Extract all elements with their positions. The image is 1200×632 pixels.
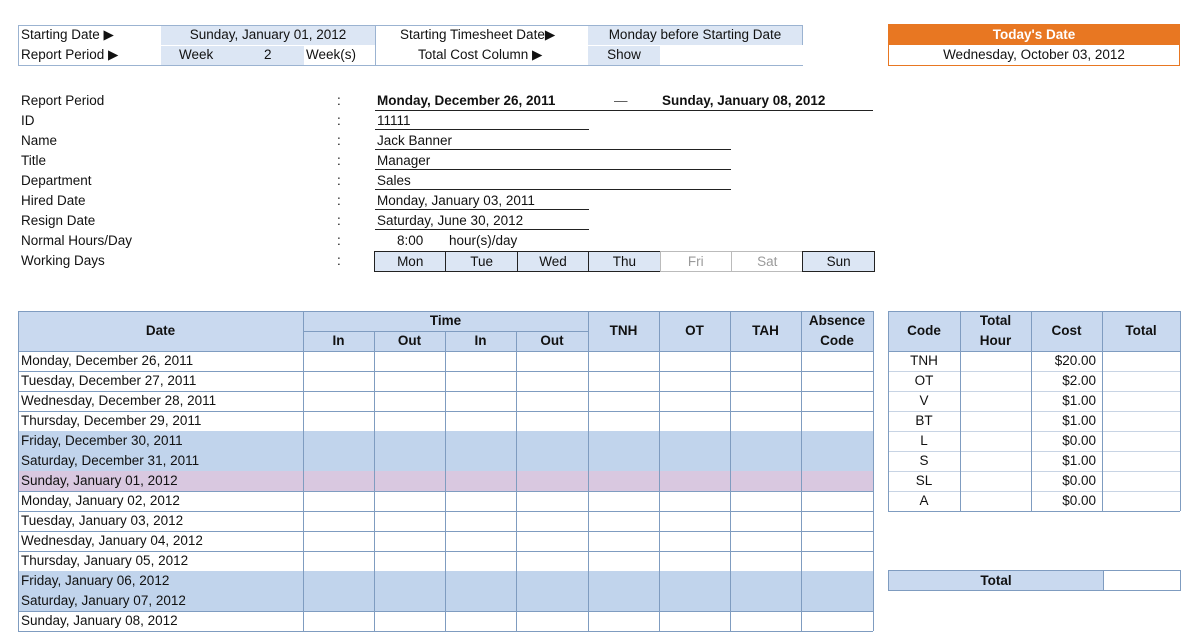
table-row	[888, 391, 1180, 411]
name-field[interactable]: Jack Banner	[375, 131, 731, 150]
col-divider	[516, 331, 517, 631]
info-working-days-label: Working Days	[21, 253, 105, 268]
cost-total-cell[interactable]	[1103, 392, 1179, 410]
row-entry-cell[interactable]	[660, 572, 730, 590]
total-cost-label: Total Cost Column ▶	[418, 47, 543, 62]
starting-timesheet-field[interactable]: Monday before Starting Date	[588, 26, 802, 45]
col-divider	[303, 311, 304, 631]
row-entry-cell[interactable]	[517, 452, 588, 470]
report-period-range	[375, 91, 873, 111]
row-entry-cell[interactable]	[731, 512, 801, 530]
table-row	[888, 431, 1180, 451]
row-entry-cell[interactable]	[589, 372, 659, 390]
row-entry-cell[interactable]	[802, 432, 873, 450]
row-entry-cell[interactable]	[517, 552, 588, 570]
row-entry-cell[interactable]	[446, 572, 516, 590]
row-entry-cell[interactable]	[731, 412, 801, 430]
col-divider	[445, 331, 446, 631]
info-title-label: Title	[21, 153, 47, 168]
row-entry-cell[interactable]	[802, 592, 873, 610]
colon: :	[337, 233, 341, 248]
col-divider	[1031, 311, 1032, 511]
row-entry-cell[interactable]	[304, 432, 374, 450]
cost-code: L	[920, 433, 928, 448]
report-period-dash: —	[614, 93, 628, 108]
row-entry-cell[interactable]	[375, 592, 445, 610]
row-entry-cell[interactable]	[446, 392, 516, 410]
col-divider	[588, 311, 589, 631]
table-left-border	[18, 311, 19, 631]
table-top-border	[888, 311, 1180, 312]
row-entry-cell[interactable]	[375, 572, 445, 590]
table-row	[888, 351, 1180, 371]
timesheet-table	[18, 311, 874, 630]
row-entry-cell[interactable]	[517, 592, 588, 610]
row-entry-cell[interactable]	[375, 532, 445, 550]
hired-date-field[interactable]: Monday, January 03, 2011	[375, 191, 589, 210]
cost-value: $1.00	[1062, 453, 1096, 468]
cost-value: $20.00	[1054, 353, 1096, 368]
starting-date-label: Starting Date ▶	[21, 27, 114, 42]
row-entry-cell[interactable]	[802, 352, 873, 370]
cost-total-hour-cell[interactable]	[961, 392, 1030, 410]
header-in-2: In	[474, 333, 487, 348]
row-entry-cell[interactable]	[446, 352, 516, 370]
row-entry-cell[interactable]	[304, 352, 374, 370]
row-date: Wednesday, December 28, 2011	[21, 393, 217, 408]
row-date: Sunday, January 01, 2012	[21, 473, 178, 488]
colon: :	[337, 173, 341, 188]
starting-date-field[interactable]: Sunday, January 01, 2012	[161, 26, 375, 45]
row-date: Tuesday, January 03, 2012	[21, 513, 184, 528]
cost-code: OT	[914, 373, 934, 388]
cost-code: S	[919, 453, 929, 468]
row-entry-cell[interactable]	[589, 572, 659, 590]
header-cost: Cost	[1051, 323, 1082, 338]
info-department-label: Department	[21, 173, 92, 188]
row-entry-cell[interactable]	[446, 512, 516, 530]
row-entry-cell[interactable]	[731, 492, 801, 510]
row-entry-cell[interactable]	[375, 552, 445, 570]
department-field[interactable]: Sales	[375, 171, 731, 190]
table-row	[888, 451, 1180, 471]
row-date: Saturday, December 31, 2011	[21, 453, 200, 468]
row-entry-cell[interactable]	[589, 452, 659, 470]
normal-hours-unit: hour(s)/day	[449, 233, 518, 248]
row-entry-cell[interactable]	[375, 612, 445, 630]
todays-date-value: Wednesday, October 03, 2012	[943, 47, 1125, 62]
cost-total-cell[interactable]	[1103, 432, 1179, 450]
title-field[interactable]: Manager	[375, 151, 731, 170]
working-day-thu[interactable]: Thu	[588, 251, 660, 272]
colon: :	[337, 193, 341, 208]
row-date: Thursday, December 29, 2011	[21, 413, 202, 428]
row-entry-cell[interactable]	[731, 552, 801, 570]
col-divider	[1102, 311, 1103, 511]
row-date: Monday, December 26, 2011	[21, 353, 194, 368]
header-tnh: TNH	[609, 323, 638, 338]
report-period-unit: Week	[179, 47, 214, 62]
row-entry-cell[interactable]	[304, 452, 374, 470]
settings-border-left	[18, 25, 19, 66]
header-total-hour-line2: Hour	[979, 333, 1012, 348]
settings-border-bottom	[18, 65, 803, 66]
cost-total-hour-cell[interactable]	[961, 452, 1030, 470]
todays-date-title: Today's Date	[889, 25, 1179, 45]
row-entry-cell[interactable]	[375, 392, 445, 410]
normal-hours-field[interactable]: 8:00	[397, 233, 424, 248]
report-period-end: Sunday, January 08, 2012	[662, 93, 826, 108]
row-entry-cell[interactable]	[802, 372, 873, 390]
row-entry-cell[interactable]	[446, 452, 516, 470]
header-out-2: Out	[540, 333, 564, 348]
starting-timesheet-label: Starting Timesheet Date▶	[400, 27, 556, 42]
row-entry-cell[interactable]	[446, 532, 516, 550]
col-divider	[888, 311, 889, 511]
cost-total-hour-cell[interactable]	[961, 412, 1030, 430]
cost-value: $0.00	[1062, 433, 1096, 448]
cost-value: $2.00	[1062, 373, 1096, 388]
cost-total-hour-cell[interactable]	[961, 492, 1030, 510]
colon: :	[337, 253, 341, 268]
row-entry-cell[interactable]	[304, 372, 374, 390]
row-entry-cell[interactable]	[731, 592, 801, 610]
row-date: Thursday, January 05, 2012	[21, 553, 189, 568]
working-day-mon[interactable]: Mon	[374, 251, 446, 272]
row-entry-cell[interactable]	[446, 472, 516, 490]
header-time: Time	[429, 313, 462, 328]
row-entry-cell[interactable]	[589, 392, 659, 410]
row-entry-cell[interactable]	[304, 412, 374, 430]
header-total-hour-line1: Total	[979, 313, 1012, 328]
table-row	[888, 491, 1180, 511]
row-entry-cell[interactable]	[731, 452, 801, 470]
row-entry-cell[interactable]	[589, 492, 659, 510]
row-entry-cell[interactable]	[589, 592, 659, 610]
row-entry-cell[interactable]	[375, 472, 445, 490]
row-entry-cell[interactable]	[517, 412, 588, 430]
colon: :	[337, 213, 341, 228]
header-tah: TAH	[752, 323, 779, 338]
row-entry-cell[interactable]	[304, 552, 374, 570]
row-entry-cell[interactable]	[446, 552, 516, 570]
col-divider	[960, 311, 961, 511]
col-divider	[730, 311, 731, 631]
row-entry-cell[interactable]	[517, 472, 588, 490]
col-divider	[801, 311, 802, 631]
col-divider	[873, 311, 874, 631]
working-day-sun[interactable]: Sun	[802, 251, 874, 272]
cost-code: TNH	[910, 353, 938, 368]
row-entry-cell[interactable]	[731, 352, 801, 370]
col-divider	[1180, 311, 1181, 511]
row-entry-cell[interactable]	[731, 472, 801, 490]
row-entry-cell[interactable]	[304, 532, 374, 550]
cost-value: $1.00	[1062, 393, 1096, 408]
row-entry-cell[interactable]	[589, 352, 659, 370]
grand-total-label: Total	[889, 571, 1103, 590]
row-entry-cell[interactable]	[517, 612, 588, 630]
row-entry-cell[interactable]	[375, 492, 445, 510]
row-date: Friday, December 30, 2011	[21, 433, 183, 448]
row-entry-cell[interactable]	[517, 512, 588, 530]
row-date: Tuesday, December 27, 2011	[21, 373, 197, 388]
info-hired-label: Hired Date	[21, 193, 86, 208]
row-entry-cell[interactable]	[731, 372, 801, 390]
working-day-fri[interactable]: Fri	[660, 251, 732, 272]
cost-code: V	[919, 393, 929, 408]
row-entry-cell[interactable]	[589, 472, 659, 490]
row-entry-cell[interactable]	[660, 492, 730, 510]
resign-date-field[interactable]: Saturday, June 30, 2012	[375, 211, 589, 230]
todays-date-box	[888, 24, 1180, 66]
cost-code: BT	[915, 413, 933, 428]
row-date: Sunday, January 08, 2012	[21, 613, 178, 628]
cost-total-cell[interactable]	[1103, 472, 1179, 490]
cost-total-cell[interactable]	[1103, 352, 1179, 370]
row-entry-cell[interactable]	[731, 572, 801, 590]
cost-value: $1.00	[1062, 413, 1096, 428]
cost-total-hour-cell[interactable]	[961, 432, 1030, 450]
row-entry-cell[interactable]	[660, 552, 730, 570]
colon: :	[337, 113, 341, 128]
row-entry-cell[interactable]	[660, 392, 730, 410]
row-entry-cell[interactable]	[304, 472, 374, 490]
row-entry-cell[interactable]	[375, 372, 445, 390]
row-entry-cell[interactable]	[802, 492, 873, 510]
row-entry-cell[interactable]	[375, 412, 445, 430]
cost-value: $0.00	[1062, 473, 1096, 488]
header-code: Code	[907, 323, 941, 338]
row-entry-cell[interactable]	[446, 592, 516, 610]
row-entry-cell[interactable]	[802, 612, 873, 630]
row-entry-cell[interactable]	[660, 452, 730, 470]
table-bottom-border	[888, 511, 1180, 512]
row-entry-cell[interactable]	[304, 392, 374, 410]
header-date: Date	[145, 323, 176, 338]
row-entry-cell[interactable]	[517, 532, 588, 550]
row-entry-cell[interactable]	[802, 572, 873, 590]
row-entry-cell[interactable]	[802, 532, 873, 550]
row-entry-cell[interactable]	[304, 612, 374, 630]
row-entry-cell[interactable]	[517, 492, 588, 510]
report-period-suffix: Week(s)	[306, 47, 357, 62]
info-resign-label: Resign Date	[21, 213, 96, 228]
row-entry-cell[interactable]	[802, 452, 873, 470]
row-entry-cell[interactable]	[660, 612, 730, 630]
cost-total-hour-cell[interactable]	[961, 372, 1030, 390]
row-date: Monday, January 02, 2012	[21, 493, 180, 508]
cost-code: SL	[915, 473, 933, 488]
row-entry-cell[interactable]	[589, 552, 659, 570]
grand-total-row	[888, 570, 1181, 591]
row-entry-cell[interactable]	[446, 412, 516, 430]
report-period-field[interactable]	[161, 46, 304, 65]
col-divider	[374, 331, 375, 631]
row-entry-cell[interactable]	[517, 352, 588, 370]
row-entry-cell[interactable]	[802, 552, 873, 570]
info-name-label: Name	[21, 133, 58, 148]
row-entry-cell[interactable]	[802, 392, 873, 410]
row-entry-cell[interactable]	[660, 472, 730, 490]
row-entry-cell[interactable]	[304, 592, 374, 610]
cost-value: $0.00	[1062, 493, 1096, 508]
row-date: Saturday, January 07, 2012	[21, 593, 186, 608]
colon: :	[337, 153, 341, 168]
row-entry-cell[interactable]	[446, 492, 516, 510]
row-entry-cell[interactable]	[660, 352, 730, 370]
header-ot: OT	[685, 323, 704, 338]
row-entry-cell[interactable]	[446, 432, 516, 450]
header-absence-line2: Code	[820, 333, 854, 348]
row-entry-cell[interactable]	[517, 432, 588, 450]
row-date: Friday, January 06, 2012	[21, 573, 170, 588]
header-total: Total	[1125, 323, 1157, 338]
table-row	[888, 471, 1180, 491]
row-entry-cell[interactable]	[304, 572, 374, 590]
row-entry-cell[interactable]	[375, 432, 445, 450]
working-day-wed[interactable]: Wed	[517, 251, 589, 272]
id-field[interactable]: 11111	[375, 111, 589, 130]
total-cost-field[interactable]: Show	[588, 46, 660, 65]
table-row	[888, 411, 1180, 431]
colon: :	[337, 93, 341, 108]
cost-total-cell[interactable]	[1103, 372, 1179, 390]
working-day-tue[interactable]: Tue	[445, 251, 517, 272]
row-entry-cell[interactable]	[375, 452, 445, 470]
row-entry-cell[interactable]	[660, 512, 730, 530]
cost-total-cell[interactable]	[1103, 412, 1179, 430]
info-report-period-label: Report Period	[21, 93, 105, 108]
row-entry-cell[interactable]	[660, 372, 730, 390]
row-entry-cell[interactable]	[802, 472, 873, 490]
row-entry-cell[interactable]	[446, 612, 516, 630]
table-top-border	[18, 311, 873, 312]
row-entry-cell[interactable]	[304, 512, 374, 530]
row-entry-cell[interactable]	[589, 512, 659, 530]
header-absence-line1: Absence	[808, 313, 866, 328]
colon: :	[337, 133, 341, 148]
row-entry-cell[interactable]	[517, 392, 588, 410]
row-entry-cell[interactable]	[589, 412, 659, 430]
row-entry-cell[interactable]	[731, 392, 801, 410]
info-id-label: ID	[21, 113, 35, 128]
working-days-selector	[374, 251, 874, 273]
grand-total-value[interactable]	[1104, 571, 1180, 590]
row-entry-cell[interactable]	[802, 412, 873, 430]
row-entry-cell[interactable]	[375, 352, 445, 370]
row-entry-cell[interactable]	[660, 592, 730, 610]
cost-total-cell[interactable]	[1103, 452, 1179, 470]
row-entry-cell[interactable]	[731, 532, 801, 550]
working-day-sat[interactable]: Sat	[731, 251, 803, 272]
row-entry-cell[interactable]	[731, 432, 801, 450]
table-row	[888, 371, 1180, 391]
header-out-1: Out	[397, 333, 422, 348]
row-entry-cell[interactable]	[660, 432, 730, 450]
row-entry-cell[interactable]	[304, 492, 374, 510]
row-date: Wednesday, January 04, 2012	[21, 533, 203, 548]
info-hours-label: Normal Hours/Day	[21, 233, 133, 248]
report-period-setting-label: Report Period ▶	[21, 47, 119, 62]
row-entry-cell[interactable]	[446, 372, 516, 390]
cost-code: A	[919, 493, 929, 508]
row-entry-cell[interactable]	[660, 532, 730, 550]
cost-total-cell[interactable]	[1103, 492, 1179, 510]
report-period-count: 2	[264, 47, 272, 62]
row-entry-cell[interactable]	[517, 372, 588, 390]
report-period-start: Monday, December 26, 2011	[377, 93, 556, 108]
row-entry-cell[interactable]	[660, 412, 730, 430]
cost-total-hour-cell[interactable]	[961, 472, 1030, 490]
row-entry-cell[interactable]	[802, 512, 873, 530]
row-entry-cell[interactable]	[731, 612, 801, 630]
row-entry-cell[interactable]	[589, 432, 659, 450]
cost-total-hour-cell[interactable]	[961, 352, 1030, 370]
col-divider	[659, 311, 660, 631]
row-entry-cell[interactable]	[375, 512, 445, 530]
row-entry-cell[interactable]	[589, 612, 659, 630]
header-in-1: In	[332, 333, 345, 348]
row-entry-cell[interactable]	[589, 532, 659, 550]
row-entry-cell[interactable]	[517, 572, 588, 590]
cost-table	[888, 311, 1181, 511]
